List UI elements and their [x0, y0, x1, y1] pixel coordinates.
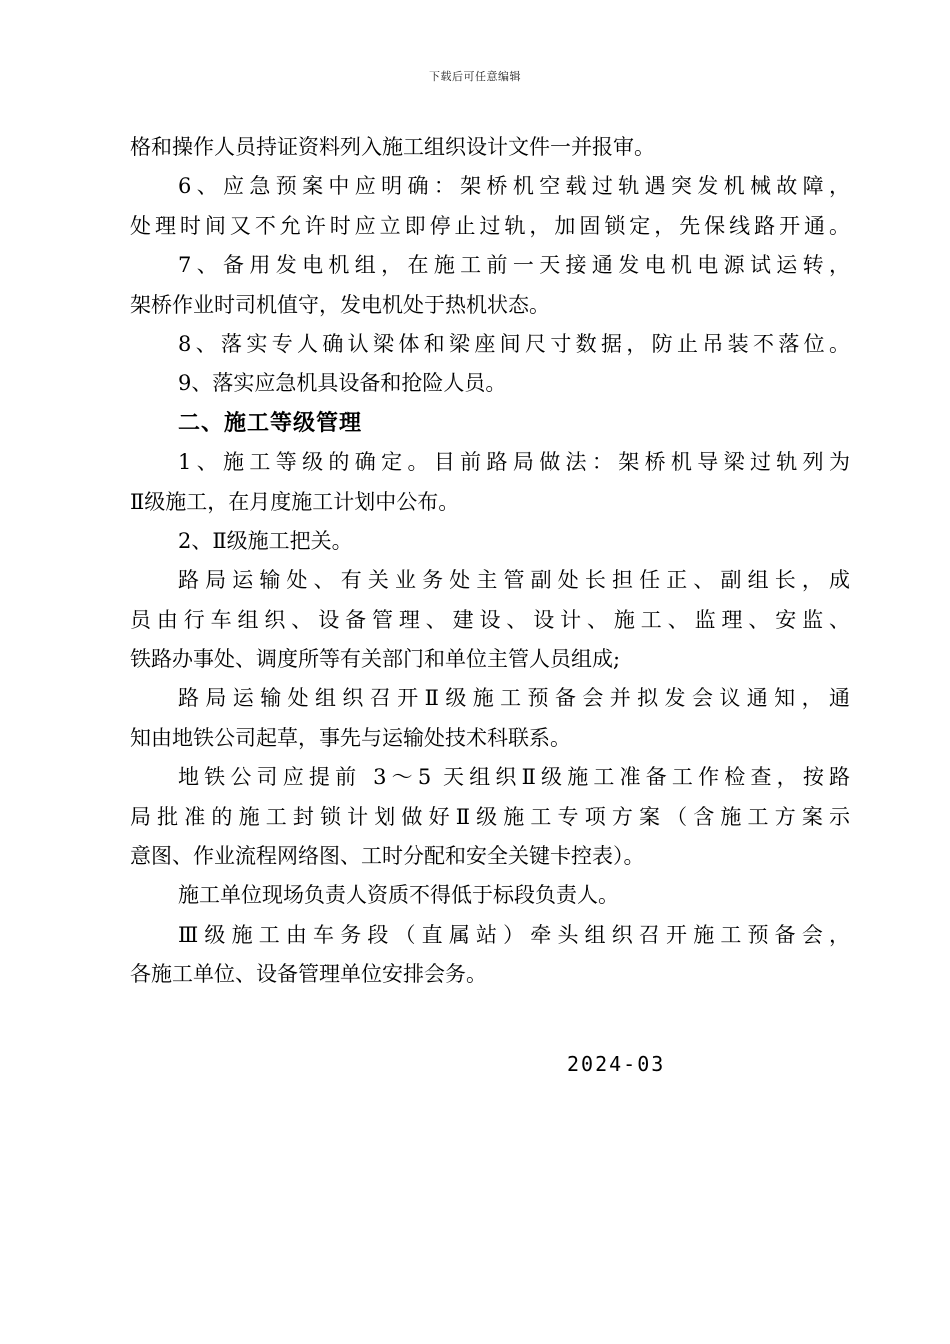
text-line: Ⅱ级施工，在月度施工计划中公布。	[130, 489, 460, 514]
text-line: 局批准的施工封锁计划做好Ⅱ级施工专项方案（含施工方案示	[130, 804, 850, 829]
text-line: 地铁公司应提前 3～5 天组织Ⅱ级施工准备工作检查，按路	[178, 765, 850, 790]
text-line: 格和操作人员持证资料列入施工组织设计文件一并报审。	[130, 135, 655, 159]
text-line: 1、施工等级的确定。目前路局做法：架桥机导梁过轨列为	[178, 450, 850, 475]
text-line: 路局运输处组织召开Ⅱ级施工预备会并拟发会议通知，通	[178, 686, 850, 711]
text-line: 知由地铁公司起草，事先与运输处技术科联系。	[130, 725, 571, 750]
document-date: 2024-03	[567, 1052, 666, 1076]
section-heading: 二、施工等级管理	[178, 409, 363, 436]
text-line: 施工单位现场负责人资质不得低于标段负责人。	[178, 883, 619, 908]
text-line: 员由行车组织、设备管理、建设、设计、施工、监理、安监、	[130, 607, 850, 632]
text-line: 架桥作业时司机值守，发电机处于热机状态。	[130, 292, 550, 317]
text-line: 6、应急预案中应明确：架桥机空载过轨遇突发机械故障，	[178, 174, 850, 199]
text-line: 各施工单位、设备管理单位安排会务。	[130, 962, 487, 987]
text-line: 9、落实应急机具设备和抢险人员。	[178, 371, 507, 396]
text-line: 意图、作业流程网络图、工时分配和安全关键卡控表）。	[130, 844, 645, 869]
document-body	[130, 128, 850, 995]
text-line: Ⅲ级施工由车务段（直属站）牵头组织召开施工预备会，	[178, 922, 850, 947]
text-line: 铁路办事处、调度所等有关部门和单位主管人员组成;	[130, 647, 621, 672]
page-header: 下载后可任意编辑	[429, 70, 521, 83]
text-line: 路局运输处、有关业务处主管副处长担任正、副组长，成	[178, 568, 850, 593]
text-line: 7、备用发电机组，在施工前一天接通发电机电源试运转，	[178, 253, 850, 278]
text-line: 8、落实专人确认梁体和梁座间尺寸数据，防止吊装不落位。	[178, 331, 850, 356]
text-line: 2、Ⅱ级施工把关。	[178, 528, 353, 553]
text-line: 处理时间又不允许时应立即停止过轨，加固锁定，先保线路开通。	[130, 213, 850, 238]
